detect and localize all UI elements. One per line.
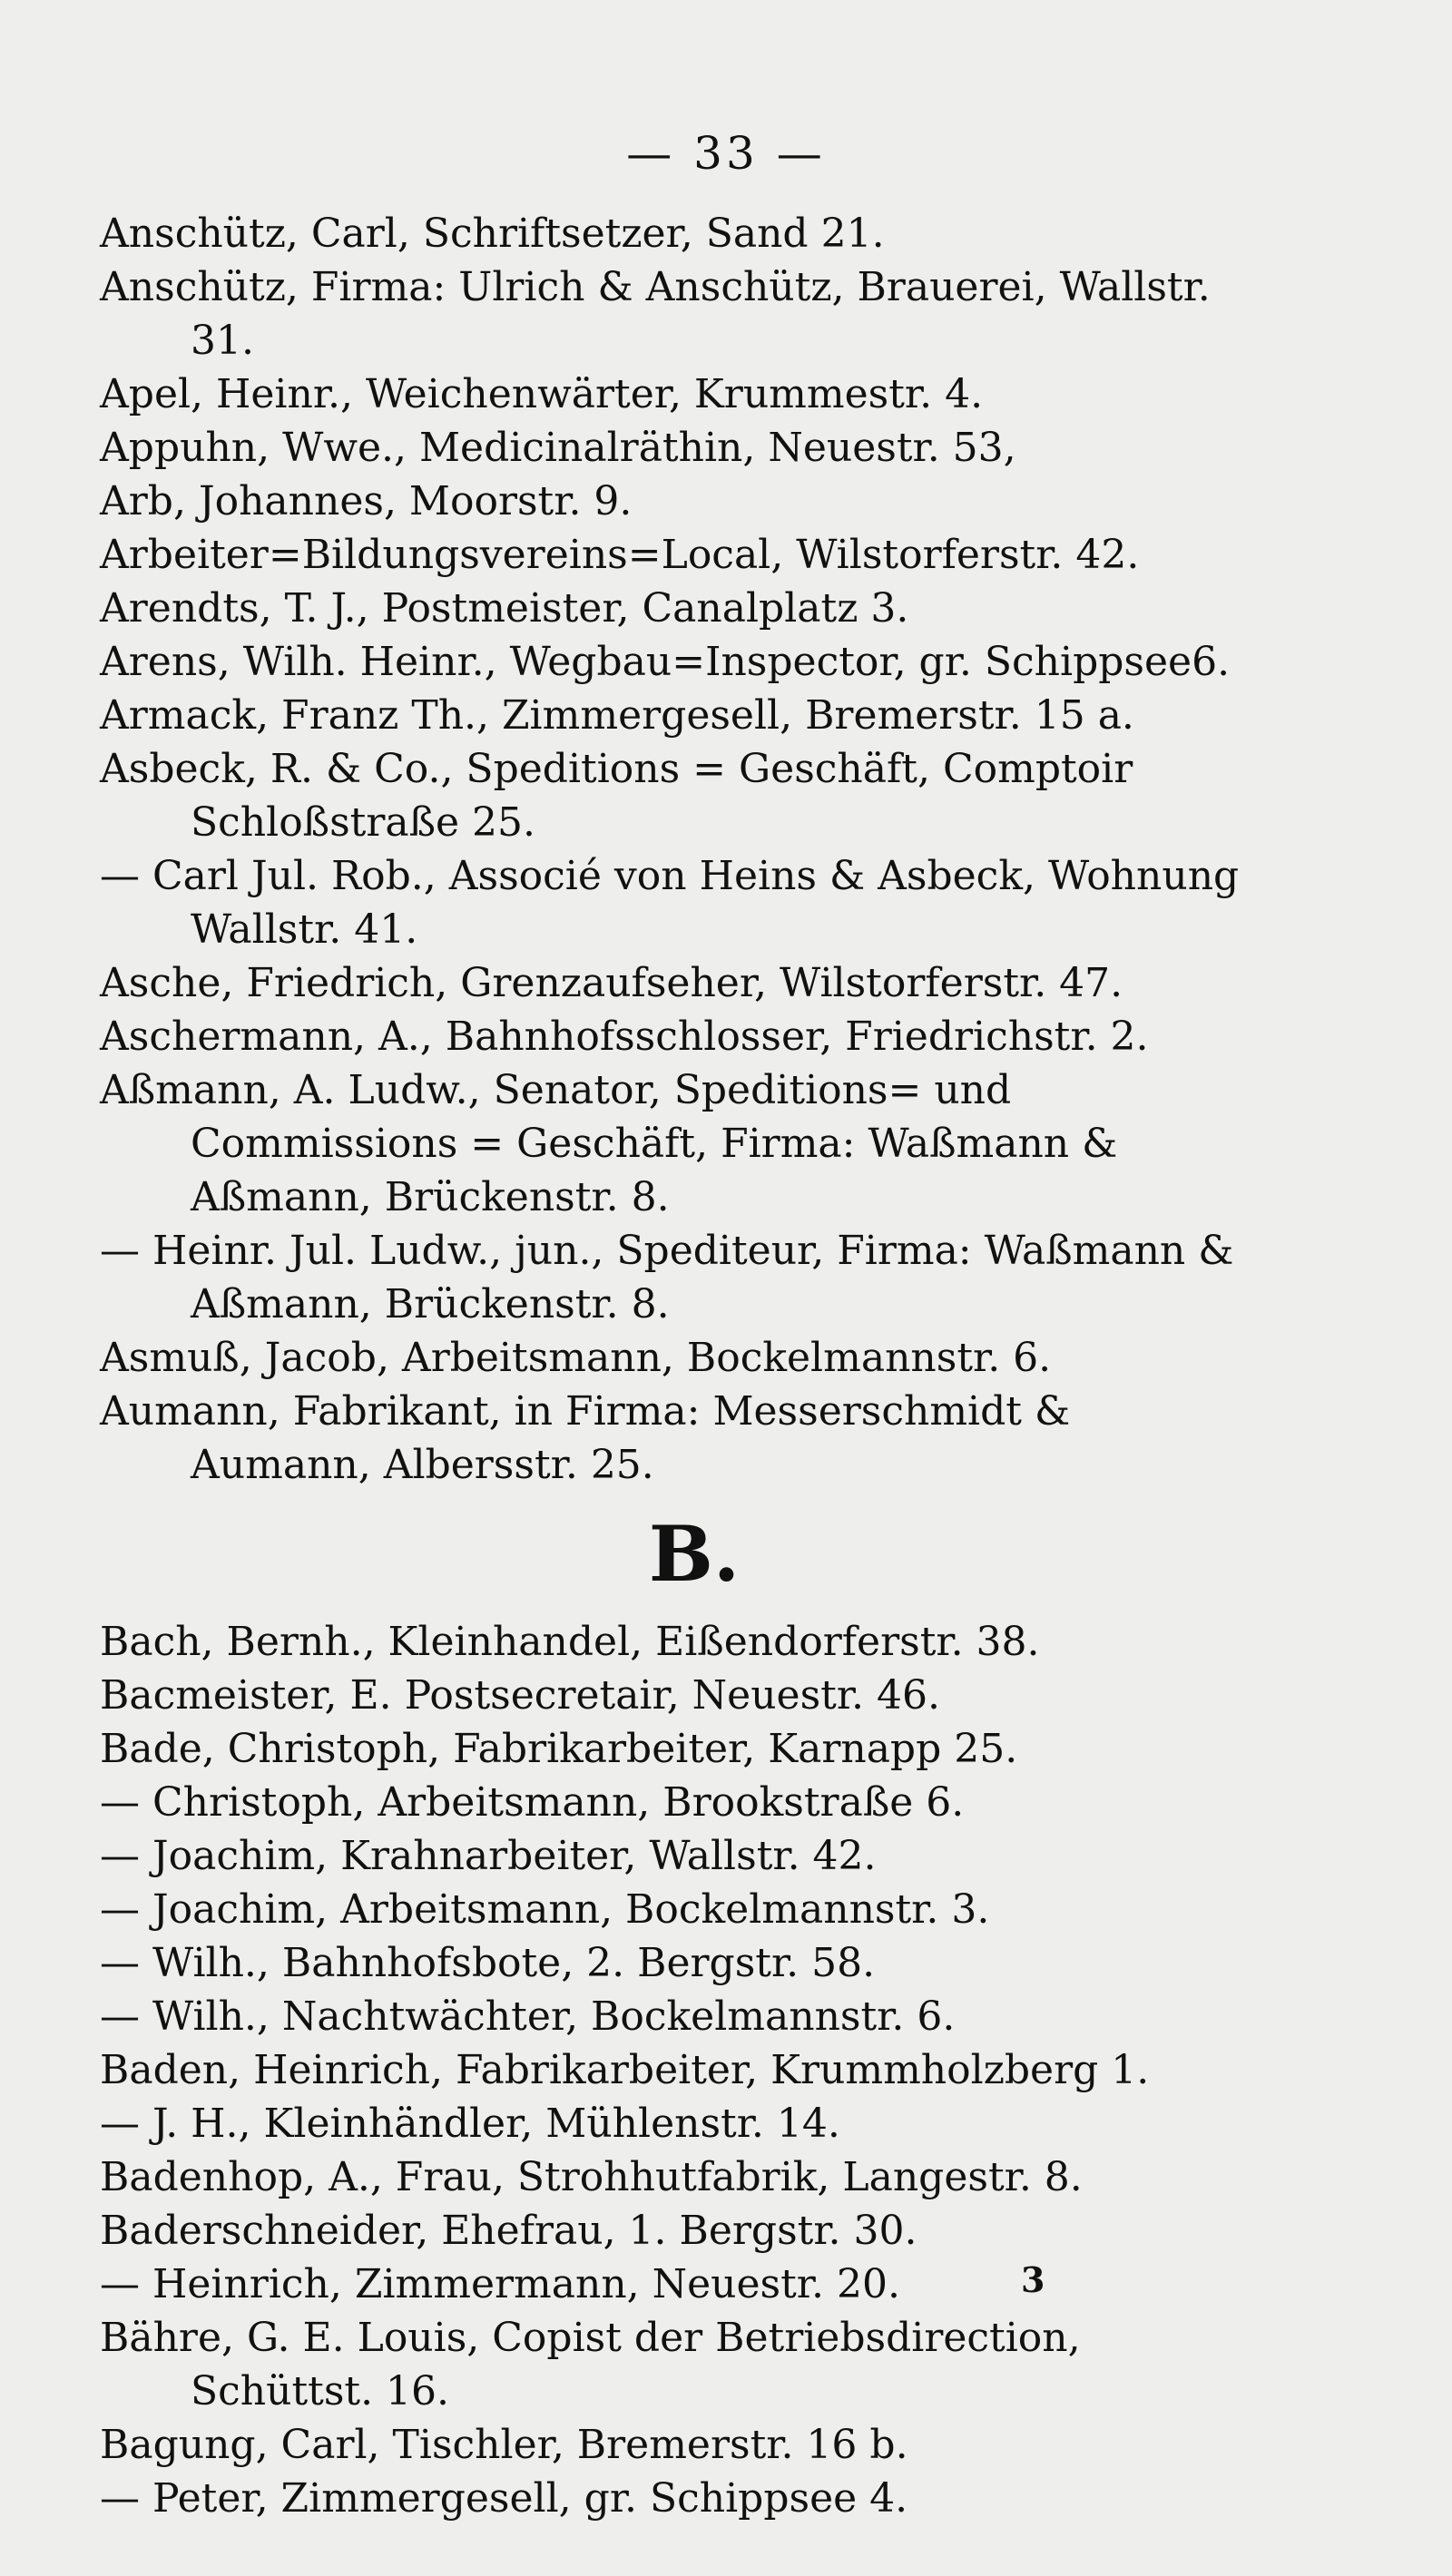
list-item: Aschermann, A., Bahnhofsschlosser, Friedrichstr. 2. — [100, 1014, 1149, 1060]
page-number: — 33 — — [626, 127, 826, 180]
list-item: — Christoph, Arbeitsmann, Brookstraße 6. — [100, 1779, 965, 1826]
list-item: — J. H., Kleinhändler, Mühlenstr. 14. — [100, 2101, 840, 2147]
list-item: Asbeck, R. & Co., Speditions = Geschäft, Comptoir Schloßstraße 25. — [100, 746, 1133, 846]
list-item: — Wilh., Nachtwächter, Bockelmannstr. 6. — [100, 1993, 956, 2040]
list-item: — Joachim, Arbeitsmann, Bockelmannstr. 3. — [100, 1886, 990, 1933]
list-item: Arb, Johannes, Moorstr. 9. — [100, 478, 633, 524]
list-item: Anschütz, Carl, Schriftsetzer, Sand 21. — [100, 211, 885, 257]
list-item: Bade, Christoph, Fabrikarbeiter, Karnapp 25. — [100, 1726, 1018, 1772]
list-item: Armack, Franz Th., Zimmergesell, Bremerstr. 15 a. — [100, 692, 1134, 739]
list-item: Bach, Bernh., Kleinhandel, Eißendorferstr. 38. — [100, 1619, 1040, 1665]
list-item: Asmuß, Jacob, Arbeitsmann, Bockelmannstr. 6. — [100, 1335, 1052, 1381]
list-item: Apel, Heinr., Weichenwärter, Krummestr. 4. — [100, 371, 984, 417]
directory-entries — [100, 207, 1252, 2525]
list-item: Arbeiter=Bildungsvereins=Local, Wilstorferstr. 42. — [100, 532, 1140, 578]
list-item: Appuhn, Wwe., Medicinalräthin, Neuestr. 53, — [100, 425, 1016, 471]
signature-mark: 3 — [1021, 2259, 1045, 2300]
list-item: Asche, Friedrich, Grenzaufseher, Wilstorferstr. 47. — [100, 960, 1123, 1006]
section-a-list — [100, 207, 1252, 1492]
list-item: — Heinr. Jul. Ludw., jun., Spediteur, Firma: Waßmann & Aßmann, Brückenstr. 8. — [100, 1228, 1234, 1327]
list-item: Arens, Wilh. Heinr., Wegbau=Inspector, gr. Schippsee6. — [100, 639, 1231, 685]
list-item: Baden, Heinrich, Fabrikarbeiter, Krummholzberg 1. — [100, 2047, 1150, 2093]
list-item: — Peter, Zimmergesell, gr. Schippsee 4. — [100, 2475, 908, 2522]
list-item: Bagung, Carl, Tischler, Bremerstr. 16 b. — [100, 2422, 908, 2468]
list-item: — Heinrich, Zimmermann, Neuestr. 20. — [100, 2261, 900, 2307]
list-item: Anschütz, Firma: Ulrich & Anschütz, Brauerei, Wallstr. 31. — [100, 264, 1211, 364]
list-item: Bähre, G. E. Louis, Copist der Betriebsdirection, Schüttst. 16. — [100, 2315, 1081, 2414]
list-item: Bacmeister, E. Postsecretair, Neuestr. 46. — [100, 1672, 940, 1719]
section-heading-b: B. — [648, 1509, 741, 1599]
list-item: Badenhop, A., Frau, Strohhutfabrik, Langestr. 8. — [100, 2154, 1083, 2200]
list-item: — Carl Jul. Rob., Associé von Heins & Asbeck, Wohnung Wallstr. 41. — [100, 853, 1240, 953]
list-item: Aumann, Fabrikant, in Firma: Messerschmidt & Aumann, Albersstr. 25. — [100, 1388, 1071, 1488]
list-item: Aßmann, A. Ludw., Senator, Speditions= und Commissions = Geschäft, Firma: Waßmann & Aßmann, Brückenstr. 8. — [100, 1067, 1118, 1220]
list-item: — Wilh., Bahnhofsbote, 2. Bergstr. 58. — [100, 1940, 876, 1986]
section-b-list — [100, 1615, 1252, 2525]
list-item: Arendts, T. J., Postmeister, Canalplatz 3. — [100, 585, 909, 632]
list-item: Baderschneider, Ehefrau, 1. Bergstr. 30. — [100, 2208, 917, 2254]
list-item: — Joachim, Krahnarbeiter, Wallstr. 42. — [100, 1833, 877, 1879]
